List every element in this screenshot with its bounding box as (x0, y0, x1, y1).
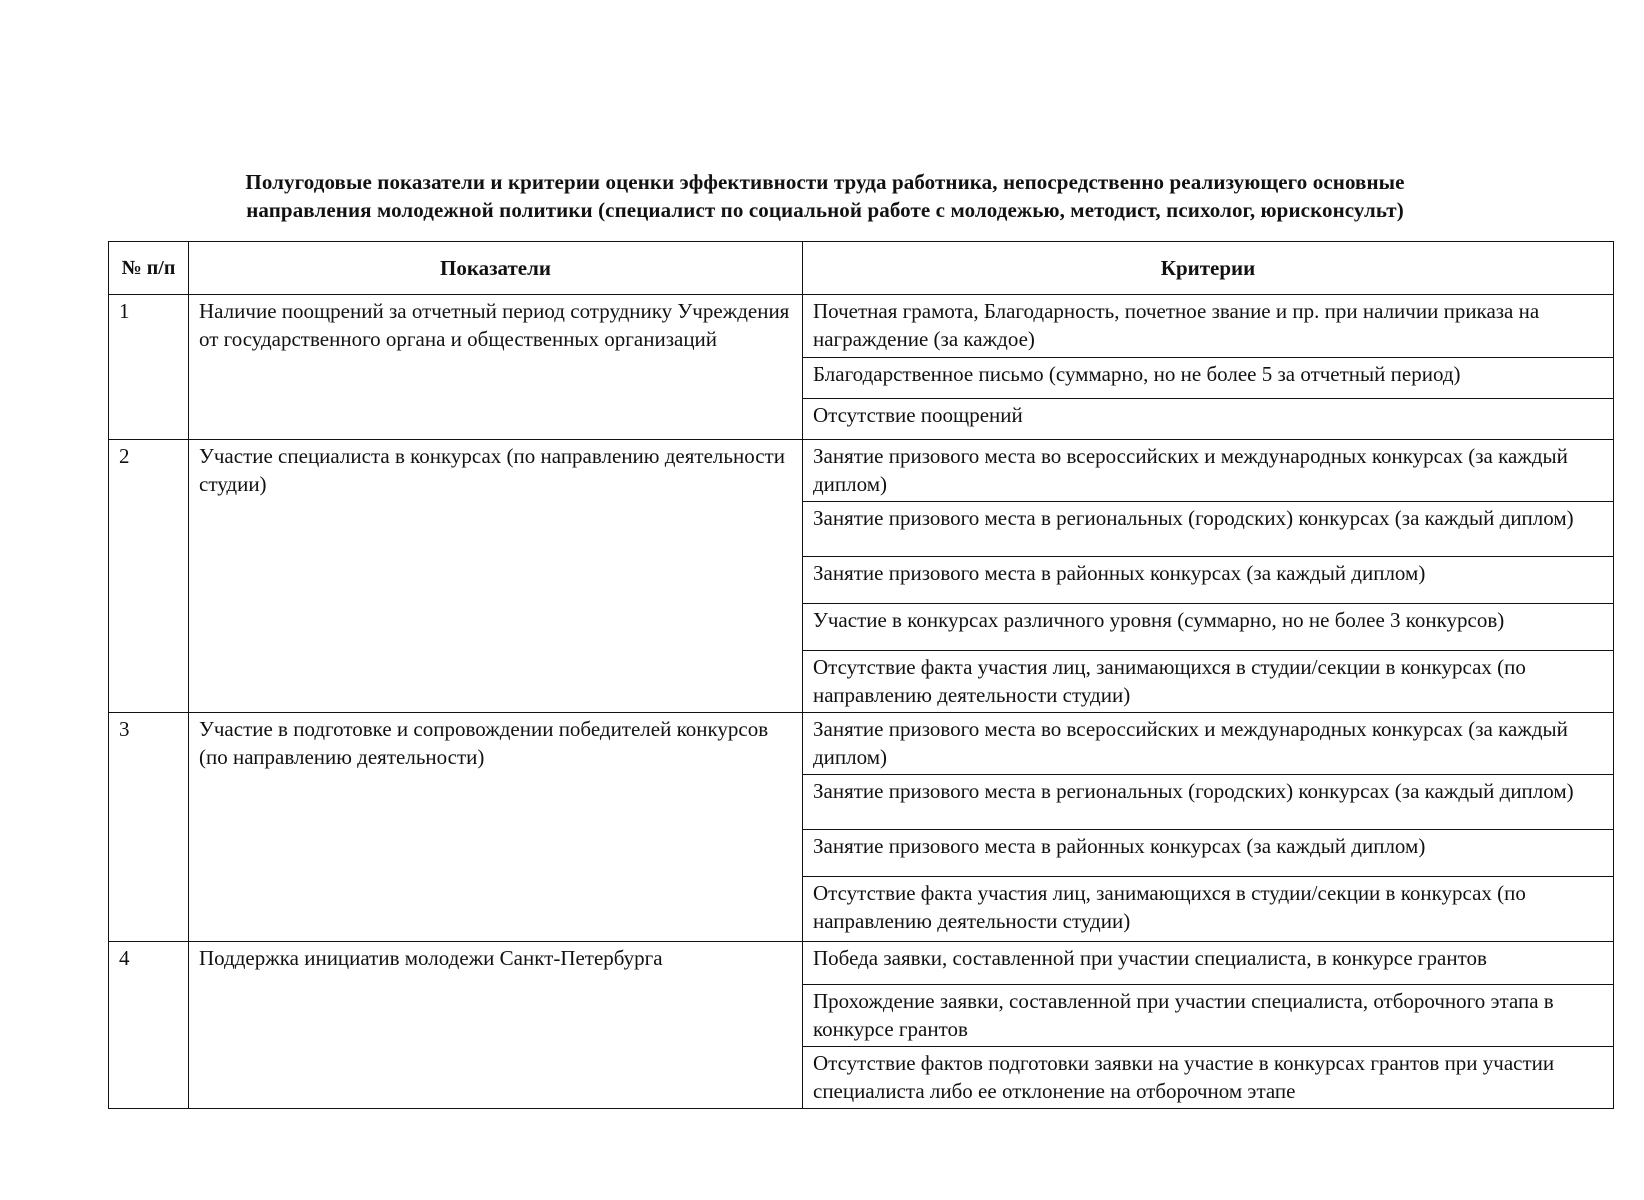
row-number-cell: 3 (109, 713, 189, 942)
table-row (109, 440, 1614, 502)
row-number-cell: 4 (109, 942, 189, 1109)
column-header-num: № п/п (109, 242, 189, 295)
criterion-cell: Занятие призового места во всероссийских и международных конкурсах (за каждый диплом) (803, 713, 1614, 775)
row-number-cell: 2 (109, 440, 189, 713)
indicator-cell: Поддержка инициатив молодежи Санкт-Петербурга (189, 942, 803, 1109)
column-header-indicators: Показатели (189, 242, 803, 295)
criterion-cell: Победа заявки, составленной при участии специалиста, в конкурсе грантов (803, 942, 1614, 985)
criterion-cell: Занятие призового места в региональных (городских) конкурсах (за каждый диплом) (803, 775, 1614, 830)
table-row (109, 942, 1614, 985)
criterion-cell: Отсутствие факта участия лиц, занимающихся в студии/секции в конкурсах (по направлению деятельности студии) (803, 651, 1614, 713)
criterion-cell: Занятие призового места в районных конкурсах (за каждый диплом) (803, 830, 1614, 877)
criterion-cell: Отсутствие фактов подготовки заявки на участие в конкурсах грантов при участии специалиста либо ее отклонение на отборочном этапе (803, 1047, 1614, 1109)
criterion-cell: Отсутствие поощрений (803, 399, 1614, 440)
criterion-cell: Занятие призового места в региональных (городских) конкурсах (за каждый диплом) (803, 502, 1614, 557)
criterion-cell: Благодарственное письмо (суммарно, но не более 5 за отчетный период) (803, 358, 1614, 399)
criterion-cell: Занятие призового места в районных конкурсах (за каждый диплом) (803, 557, 1614, 604)
document-title (150, 168, 1500, 224)
document-title-line-2: направления молодежной политики (специалист по социальной работе с молодежью, методист, психолог, юрисконсульт) (246, 198, 1404, 222)
table-header-row (109, 242, 1614, 295)
row-number-cell: 1 (109, 295, 189, 440)
criterion-cell: Занятие призового места во всероссийских и международных конкурсах (за каждый диплом) (803, 440, 1614, 502)
document-title-line-1: Полугодовые показатели и критерии оценки эффективности труда работника, непосредственно реализующего основные (245, 170, 1405, 194)
indicator-cell: Наличие поощрений за отчетный период сотруднику Учреждения от государственного органа и общественных организаций (189, 295, 803, 440)
criterion-cell: Участие в конкурсах различного уровня (суммарно, но не более 3 конкурсов) (803, 604, 1614, 651)
indicator-cell: Участие в подготовке и сопровождении победителей конкурсов (по направлению деятельности) (189, 713, 803, 942)
criteria-table (108, 241, 1614, 1109)
criterion-cell: Прохождение заявки, составленной при участии специалиста, отборочного этапа в конкурсе грантов (803, 985, 1614, 1047)
table-body (109, 295, 1614, 1109)
criterion-cell: Отсутствие факта участия лиц, занимающихся в студии/секции в конкурсах (по направлению деятельности студии) (803, 877, 1614, 942)
table-row (109, 295, 1614, 358)
column-header-criteria: Критерии (803, 242, 1614, 295)
criterion-cell: Почетная грамота, Благодарность, почетное звание и пр. при наличии приказа на награждение (за каждое) (803, 295, 1614, 358)
table-row (109, 713, 1614, 775)
indicator-cell: Участие специалиста в конкурсах (по направлению деятельности студии) (189, 440, 803, 713)
